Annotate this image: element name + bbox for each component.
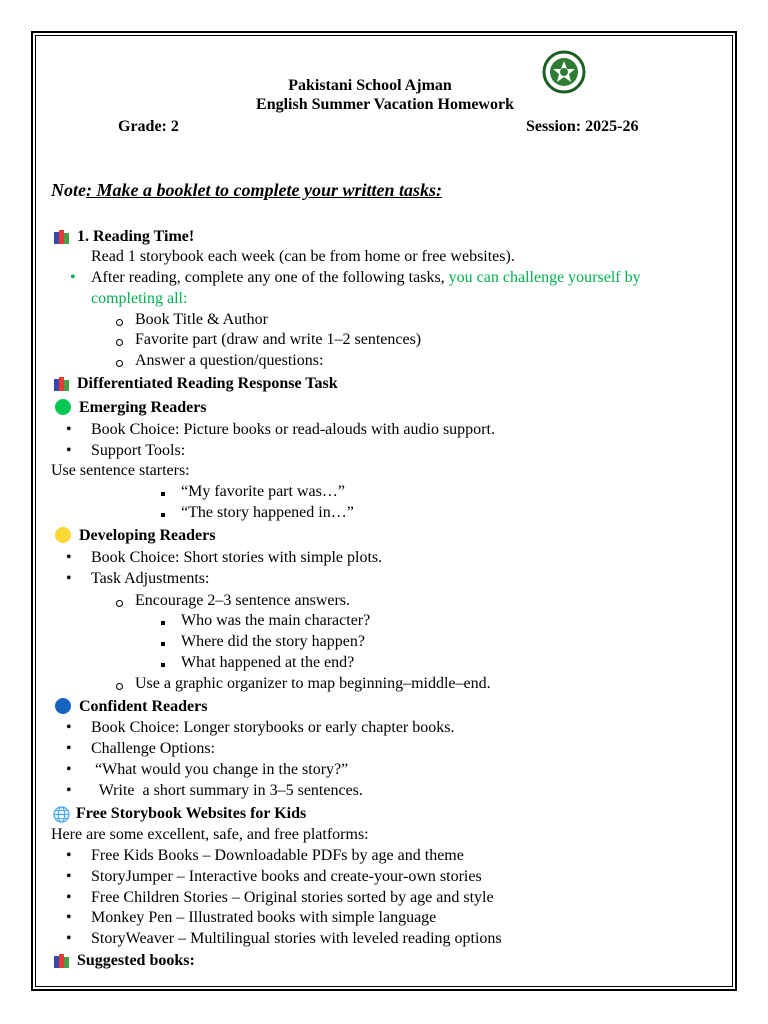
task-item: Favorite part (draw and write 1–2 sentences) bbox=[135, 331, 422, 348]
note-text: : Make a booklet to complete your written tasks: bbox=[86, 180, 442, 200]
school-name: Pakistani School Ajman bbox=[288, 77, 452, 94]
website-item: Monkey Pen – Illustrated books with simple language bbox=[91, 909, 437, 926]
circle-bullet bbox=[116, 332, 123, 352]
school-emblem-icon bbox=[542, 50, 586, 94]
square-bullet bbox=[161, 503, 165, 523]
websites-intro: Here are some excellent, safe, and free platforms: bbox=[51, 826, 369, 843]
list-item: Support Tools: bbox=[91, 442, 186, 459]
reading-time-heading bbox=[53, 227, 194, 247]
starters-label: Use sentence starters: bbox=[51, 462, 190, 479]
confident-title: Confident Readers bbox=[79, 698, 208, 715]
websites-title: Free Storybook Websites for Kids bbox=[76, 805, 307, 822]
list-item: “What would you change in the story?” bbox=[91, 761, 349, 778]
developing-heading bbox=[55, 526, 215, 546]
yellow-circle-icon bbox=[55, 527, 71, 543]
emerging-title: Emerging Readers bbox=[79, 399, 207, 416]
list-item: Book Choice: Short stories with simple plots. bbox=[91, 549, 383, 566]
list-item: Write a short summary in 3–5 sentences. bbox=[91, 782, 363, 799]
globe-icon bbox=[53, 806, 70, 823]
reading-line-2b: you can challenge yourself by bbox=[448, 269, 641, 286]
suggested-heading bbox=[53, 951, 195, 971]
grade-label: Grade: 2 bbox=[118, 118, 179, 135]
bullet-dot: • bbox=[66, 930, 72, 947]
books-icon bbox=[53, 229, 71, 245]
bullet-dot: • bbox=[66, 442, 72, 459]
note-prefix: Note bbox=[51, 180, 86, 200]
books-icon bbox=[53, 953, 71, 969]
bullet-dot: • bbox=[66, 761, 72, 778]
session-label: Session: 2025-26 bbox=[526, 118, 639, 135]
books-icon bbox=[53, 376, 71, 392]
list-item: Book Choice: Picture books or read-alouds with audio support. bbox=[91, 421, 495, 438]
confident-heading bbox=[55, 697, 207, 717]
square-bullet bbox=[161, 632, 165, 652]
bullet-dot: • bbox=[70, 269, 76, 286]
website-item: StoryJumper – Interactive books and create-your-own stories bbox=[91, 868, 482, 885]
bullet-dot: • bbox=[66, 847, 72, 864]
bullet-dot: • bbox=[66, 909, 72, 926]
list-item: Task Adjustments: bbox=[91, 570, 210, 587]
square-bullet bbox=[161, 482, 165, 502]
square-bullet bbox=[161, 653, 165, 673]
bullet-dot: • bbox=[66, 570, 72, 587]
square-bullet bbox=[161, 611, 165, 631]
circle-bullet bbox=[116, 312, 123, 332]
emerging-heading bbox=[55, 398, 207, 418]
circle-bullet bbox=[116, 676, 123, 696]
website-item: Free Kids Books – Downloadable PDFs by age and theme bbox=[91, 847, 464, 864]
differentiated-title: Differentiated Reading Response Task bbox=[77, 375, 338, 392]
bullet-dot: • bbox=[66, 719, 72, 736]
question-item: Where did the story happen? bbox=[181, 633, 365, 650]
developing-title: Developing Readers bbox=[79, 527, 216, 544]
sub-item: Use a graphic organizer to map beginning–middle–end. bbox=[135, 675, 491, 692]
question-item: Who was the main character? bbox=[181, 612, 371, 629]
bullet-dot: • bbox=[66, 868, 72, 885]
differentiated-heading bbox=[53, 374, 338, 394]
website-item: StoryWeaver – Multilingual stories with leveled reading options bbox=[91, 930, 502, 947]
bullet-dot: • bbox=[66, 549, 72, 566]
homework-title: English Summer Vacation Homework bbox=[256, 96, 514, 113]
bullet-dot: • bbox=[66, 421, 72, 438]
circle-bullet bbox=[116, 353, 123, 373]
bullet-dot: • bbox=[66, 740, 72, 757]
reading-time-title: 1. Reading Time! bbox=[77, 228, 195, 245]
website-item: Free Children Stories – Original stories sorted by age and style bbox=[91, 889, 494, 906]
sub-item: Encourage 2–3 sentence answers. bbox=[135, 592, 351, 609]
note-line bbox=[51, 180, 442, 200]
reading-line-2c: completing all: bbox=[91, 290, 188, 307]
list-item: Book Choice: Longer storybooks or early chapter books. bbox=[91, 719, 455, 736]
task-item: Answer a question/questions: bbox=[135, 352, 324, 369]
bullet-dot: • bbox=[66, 782, 72, 799]
green-circle-icon bbox=[55, 399, 71, 415]
bullet-dot: • bbox=[66, 889, 72, 906]
circle-bullet bbox=[116, 593, 123, 613]
question-item: What happened at the end? bbox=[181, 654, 355, 671]
reading-line-2 bbox=[91, 268, 641, 288]
starter-item: “My favorite part was…” bbox=[181, 483, 345, 500]
task-item: Book Title & Author bbox=[135, 311, 268, 328]
starter-item: “The story happened in…” bbox=[181, 504, 354, 521]
list-item: Challenge Options: bbox=[91, 740, 215, 757]
websites-heading bbox=[53, 804, 306, 824]
blue-circle-icon bbox=[55, 698, 71, 714]
reading-line-1: Read 1 storybook each week (can be from home or free websites). bbox=[91, 248, 515, 265]
reading-line-2a: After reading, complete any one of the following tasks, bbox=[91, 269, 449, 286]
suggested-title: Suggested books: bbox=[77, 952, 195, 969]
